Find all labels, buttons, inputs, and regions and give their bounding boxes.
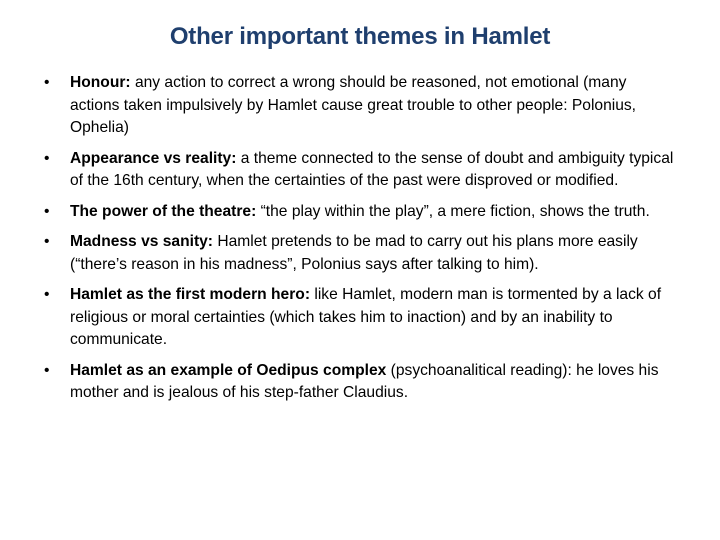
bullet-item-honour xyxy=(44,72,680,140)
bullet-icon: • xyxy=(44,286,50,303)
bullet-item-power-of-theatre xyxy=(44,201,680,224)
bullet-item-appearance-vs-reality xyxy=(44,148,680,193)
bullet-text: a theme connected to the sense of doubt and ambiguity typical of the 16th century, when the certainties of the past were disproved or modified. xyxy=(70,149,674,189)
bullet-heading: Hamlet as an example of Oedipus complex xyxy=(70,361,387,379)
bullet-text: Hamlet pretends to be mad to carry out his plans more easily (“there’s reason in his madness”, Polonius says after talking to him). xyxy=(70,233,638,273)
bullet-item-first-modern-hero xyxy=(44,284,680,352)
bullet-heading: The power of the theatre: xyxy=(70,202,257,220)
bullet-heading: Hamlet as the first modern hero: xyxy=(70,286,311,303)
bullet-heading: Appearance vs reality: xyxy=(70,149,237,167)
bullet-icon: • xyxy=(44,149,50,167)
bullet-text: “the play within the play”, a mere fiction, shows the truth. xyxy=(256,202,650,220)
bullet-icon: • xyxy=(44,202,50,220)
bullet-icon: • xyxy=(44,74,50,91)
bullet-text: (psychoanalitical reading): he loves his mother and is jealous of his step-father Claudius. xyxy=(70,361,659,401)
bullet-heading: Honour: xyxy=(70,74,131,91)
bullet-icon: • xyxy=(44,233,50,250)
bullet-item-oedipus-complex xyxy=(44,360,680,405)
bullet-text: any action to correct a wrong should be reasoned, not emotional (many actions taken impulsively by Hamlet cause great trouble to other people: Polonius, Ophelia) xyxy=(70,74,637,136)
bullet-list xyxy=(44,72,680,413)
bullet-heading: Madness vs sanity: xyxy=(70,233,214,250)
bullet-text: like Hamlet, modern man is tormented by a lack of religious or moral certainties (which takes him to inaction) and by an inability to communicate. xyxy=(70,286,662,348)
bullet-item-madness-vs-sanity xyxy=(44,231,680,276)
slide-title: Other important themes in Hamlet xyxy=(169,23,551,50)
bullet-icon: • xyxy=(44,361,50,379)
